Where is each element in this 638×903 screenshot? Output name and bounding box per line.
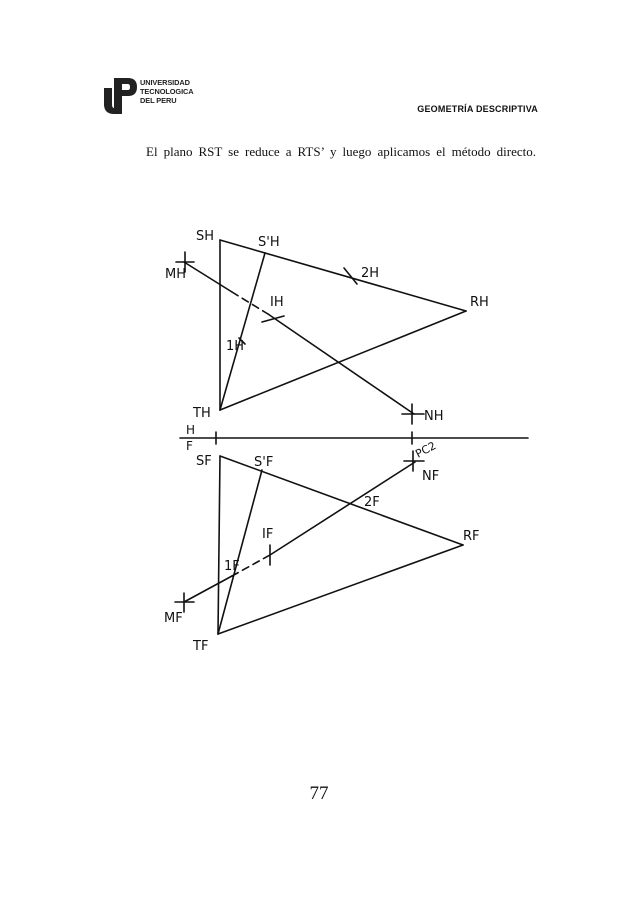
edge-rf-tf [218,545,463,634]
label-th: TH [193,406,211,421]
label-nf: NF [422,469,440,484]
edge-rh-th [220,311,466,410]
label-ih: IH [270,295,284,310]
intro-paragraph: El plano RST se reduce a RTS’ y luego aplicamos el método directo. [146,144,536,159]
label-nh: NH [424,409,444,424]
label-s-prime-h: S'H [258,235,280,250]
edge-sf-tf [218,456,220,634]
label-pc2: PC2 [413,439,439,461]
section-title: GEOMETRÍA DESCRIPTIVA [417,104,538,114]
label-rf: RF [463,529,480,544]
label-rh: RH [470,295,489,310]
logo-line-1: UNIVERSIDAD [140,78,190,87]
logo-line-3: DEL PERU [140,96,177,105]
label-tf: TF [193,639,209,654]
label-fold-h: H [186,423,196,437]
page-number: 77 [309,783,329,804]
label-if: IF [262,527,274,542]
label-s-prime-f: S'F [254,455,274,470]
logo-line-2: TECNOLOGICA [140,87,194,96]
line-th-s-prime-h [220,253,265,410]
label-mh: MH [165,267,186,282]
line-mn-front-solid-b [270,462,415,555]
edge-sh-rh [220,240,466,311]
line-mn-top-solid-b [268,314,414,414]
label-sh: SH [196,229,215,244]
label-sf: SF [196,454,212,469]
line-mn-top-solid-a [184,262,232,292]
label-1f: 1F [224,559,240,574]
line-tf-s-prime-f [218,470,262,634]
label-2h: 2H [361,266,380,281]
line-mn-front-solid-a [184,576,232,602]
label-mf: MF [164,611,183,626]
label-1h: 1H [226,339,245,354]
label-2f: 2F [364,495,380,510]
label-fold-f: F [186,439,193,453]
